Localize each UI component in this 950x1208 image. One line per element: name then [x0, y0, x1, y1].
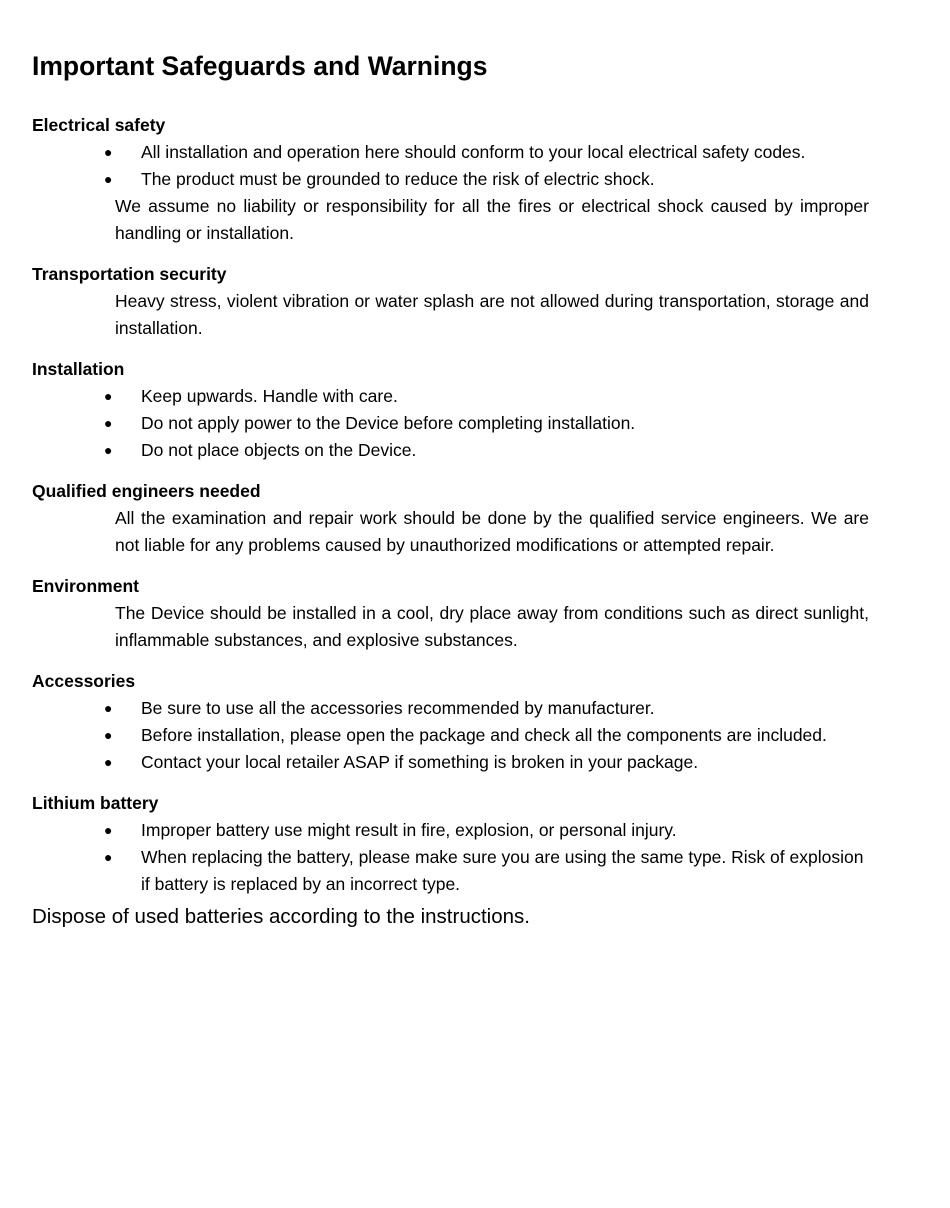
list-item-text: All installation and operation here should conform to your local electrical safety codes.	[141, 142, 806, 162]
list-item	[32, 383, 869, 410]
bullet-icon: ●	[104, 442, 113, 458]
section-heading: Electrical safety	[32, 115, 166, 135]
section-lithium-battery	[32, 790, 869, 898]
list-item	[32, 410, 869, 437]
list-item	[32, 139, 869, 166]
list-item	[32, 695, 869, 722]
section-heading: Accessories	[32, 671, 136, 691]
list-item-text: Do not place objects on the Device.	[141, 440, 417, 460]
list-item-text: The product must be grounded to reduce the risk of electric shock.	[141, 169, 655, 189]
section-heading: Installation	[32, 359, 125, 379]
section-paragraph: The Device should be installed in a cool, dry place away from conditions such as direct sunlight, inflammable substances, and explosive substances.	[115, 603, 869, 650]
list-item-text: Do not apply power to the Device before completing installation.	[141, 413, 636, 433]
page-title: Important Safeguards and Warnings	[32, 51, 488, 81]
list-item	[32, 437, 869, 464]
section-paragraph: All the examination and repair work should be done by the qualified service engineers. We are not liable for any problems caused by unauthorized modifications or attempted repair.	[115, 508, 869, 555]
list-item-text: Keep upwards. Handle with care.	[141, 386, 398, 406]
section-heading: Transportation security	[32, 264, 227, 284]
bullet-list	[32, 695, 869, 776]
bullet-icon: ●	[104, 727, 113, 743]
bullet-list	[32, 383, 869, 464]
bullet-icon: ●	[104, 700, 113, 716]
section-electrical-safety	[32, 112, 869, 247]
section-paragraph: Heavy stress, violent vibration or water splash are not allowed during transportation, storage and installation.	[115, 291, 869, 338]
list-item-text: Before installation, please open the package and check all the components are included.	[141, 725, 827, 745]
section-environment	[32, 573, 869, 654]
list-item	[32, 749, 869, 776]
list-item	[32, 817, 869, 844]
section-heading: Qualified engineers needed	[32, 481, 261, 501]
list-item-text: Improper battery use might result in fire, explosion, or personal injury.	[141, 820, 677, 840]
section-heading: Environment	[32, 576, 139, 596]
list-item	[32, 722, 869, 749]
bullet-list	[32, 139, 869, 193]
bullet-icon: ●	[104, 144, 113, 160]
list-item-text: When replacing the battery, please make sure you are using the same type. Risk of explosion if battery is replaced by an incorrect type.	[141, 847, 864, 894]
footer-note: Dispose of used batteries according to the instructions.	[32, 905, 530, 928]
section-heading: Lithium battery	[32, 793, 159, 813]
bullet-icon: ●	[104, 415, 113, 431]
section-qualified-engineers	[32, 478, 869, 559]
list-item	[32, 844, 869, 898]
section-installation	[32, 356, 869, 464]
bullet-icon: ●	[104, 849, 113, 865]
section-accessories	[32, 668, 869, 776]
section-paragraph: We assume no liability or responsibility for all the fires or electrical shock caused by improper handling or installation.	[115, 196, 869, 243]
bullet-icon: ●	[104, 754, 113, 770]
bullet-icon: ●	[104, 171, 113, 187]
list-item-text: Contact your local retailer ASAP if something is broken in your package.	[141, 752, 699, 772]
bullet-icon: ●	[104, 822, 113, 838]
list-item	[32, 166, 869, 193]
section-transportation-security	[32, 261, 869, 342]
bullet-list	[32, 817, 869, 898]
bullet-icon: ●	[104, 388, 113, 404]
list-item-text: Be sure to use all the accessories recommended by manufacturer.	[141, 698, 655, 718]
